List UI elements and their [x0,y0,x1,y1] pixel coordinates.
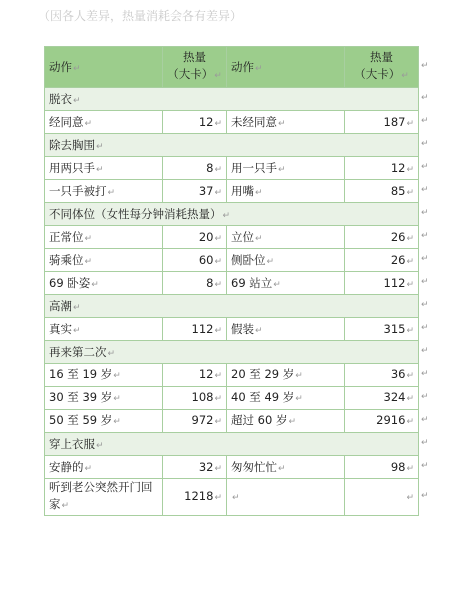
action-a: 30 至 39 岁 [49,389,113,404]
row-end-mark-icon: ↵ [421,231,429,241]
action-b: 侧卧位 [231,253,266,267]
cell-mark-icon: ↵ [406,416,414,427]
cell-mark-icon: ↵ [61,501,70,511]
calories-b-cell [345,456,419,479]
calories-a-cell [163,272,227,295]
cell-mark-icon: ↵ [214,234,222,244]
calories-b: 324 [383,389,406,404]
cell-mark-icon: ↵ [266,257,275,267]
section-title: 脱衣 [49,92,72,106]
row-end-mark-icon: ↵ [421,491,429,501]
cell-mark-icon: ↵ [113,393,121,404]
action-a: 一只手被打 [49,184,107,198]
calories-a: 32 [198,460,214,474]
calories-b: 36 [390,366,406,381]
cell-mark-icon: ↵ [107,349,116,359]
cell-mark-icon: ↵ [113,416,121,427]
action-b-cell [227,226,345,249]
row-end-mark-icon: ↵ [421,116,429,126]
cell-mark-icon: ↵ [255,188,263,198]
row-end-mark-icon: ↵ [421,346,429,356]
header-heat-line1-2: 热量 [370,50,393,64]
table-row [45,157,419,180]
cell-mark-icon: ↵ [255,326,263,336]
action-b-cell [227,410,345,433]
row-end-mark-icon: ↵ [421,461,429,471]
cell-mark-icon: ↵ [406,280,414,290]
header-action-label: 动作 [49,60,72,74]
cell-mark-icon: ↵ [214,71,222,81]
cell-mark-icon: ↵ [295,370,303,381]
cell-mark-icon: ↵ [295,393,303,404]
row-end-mark-icon: ↵ [421,369,429,379]
cell-mark-icon: ↵ [107,188,116,198]
calorie-table [44,46,419,516]
calories-a: 12 [198,115,214,129]
calories-a-cell [163,318,227,341]
calories-b-cell [345,318,419,341]
cell-mark-icon: ↵ [84,464,93,474]
table-row [45,318,419,341]
calories-b-cell [345,111,419,134]
section-title-cell [45,203,419,226]
cell-mark-icon: ↵ [214,370,222,381]
calories-a: 972 [191,412,214,427]
cell-mark-icon: ↵ [84,257,93,267]
cell-mark-icon: ↵ [214,492,222,503]
cell-mark-icon: ↵ [96,165,104,175]
cell-mark-icon: ↵ [73,96,81,106]
cell-mark-icon: ↵ [214,188,222,198]
calories-a-cell [163,180,227,203]
action-a: 听到老公突然开门回家 [49,480,153,511]
calories-b-cell [345,272,419,295]
header-heat-line2-2: （大卡） [354,67,401,81]
action-b: 匆匆忙忙 [231,460,277,474]
calories-b: 98 [390,460,406,474]
action-a: 骑乘位 [49,253,84,267]
cell-mark-icon: ↵ [406,326,414,336]
action-b: 20 至 29 岁 [231,366,295,381]
row-end-mark-icon: ↵ [421,415,429,425]
action-a-cell [45,479,163,516]
table-row [45,249,419,272]
cell-mark-icon: ↵ [406,234,414,244]
calories-b: 187 [383,115,406,129]
action-a-cell [45,272,163,295]
cell-mark-icon: ↵ [214,257,222,267]
cell-mark-icon: ↵ [278,165,286,175]
action-b-cell [227,479,345,516]
calories-a-cell [163,456,227,479]
calories-b: 2916 [376,412,406,427]
cell-mark-icon: ↵ [73,326,81,336]
cell-mark-icon: ↵ [278,119,286,129]
action-b: 超过 60 岁 [231,412,288,427]
calories-b: 85 [390,184,406,198]
row-end-mark-icon: ↵ [421,254,429,264]
section-title: 不同体位（女性每分钟消耗热量） [49,207,222,221]
cell-mark-icon: ↵ [406,464,414,474]
cell-mark-icon: ↵ [255,234,263,244]
calories-a: 12 [198,366,214,381]
calories-b-cell [345,157,419,180]
section-row [45,295,419,318]
section-row [45,433,419,456]
cell-mark-icon: ↵ [406,119,414,129]
cell-mark-icon: ↵ [406,188,414,198]
calories-a: 112 [191,322,214,336]
row-end-mark-icon: ↵ [421,162,429,172]
calories-a-cell [163,410,227,433]
row-end-mark-icon: ↵ [421,139,429,149]
action-a-cell [45,318,163,341]
cell-mark-icon: ↵ [406,393,414,404]
action-b: 用嘴 [231,184,254,198]
action-b-cell [227,364,345,387]
table-row [45,387,419,410]
action-a-cell [45,410,163,433]
cell-mark-icon: ↵ [214,393,222,404]
section-row [45,88,419,111]
action-b-cell [227,180,345,203]
table-row [45,410,419,433]
calories-a-cell [163,387,227,410]
cell-mark-icon: ↵ [73,64,81,74]
action-b-cell [227,387,345,410]
cell-mark-icon: ↵ [406,257,414,267]
action-a: 50 至 59 岁 [49,412,113,427]
action-a: 用两只手 [49,161,95,175]
cell-mark-icon: ↵ [401,71,409,81]
row-end-mark-icon: ↵ [421,208,429,218]
section-row [45,203,419,226]
cell-mark-icon: ↵ [91,280,99,290]
action-b: 假装 [231,322,254,336]
cell-mark-icon: ↵ [232,492,240,503]
action-a-cell [45,249,163,272]
cell-mark-icon: ↵ [84,234,93,244]
section-title: 穿上衣服 [49,437,95,451]
action-a: 16 至 19 岁 [49,366,113,381]
section-row [45,341,419,364]
calories-b-cell [345,226,419,249]
cell-mark-icon: ↵ [214,464,222,474]
calories-a: 37 [198,184,214,198]
action-b: 40 至 49 岁 [231,389,295,404]
action-a-cell [45,364,163,387]
cell-mark-icon: ↵ [255,64,263,74]
table-row [45,456,419,479]
calories-a-cell [163,479,227,516]
cell-mark-icon: ↵ [84,119,93,129]
action-a-cell [45,387,163,410]
header-action-label-2: 动作 [231,60,254,74]
header-heat-cell [163,47,227,88]
section-title: 再来第二次 [49,345,107,359]
header-action-cell [45,47,163,88]
header-heat-line2: （大卡） [167,67,214,81]
row-end-mark-icon: ↵ [421,300,429,310]
action-a: 正常位 [49,230,84,244]
cell-mark-icon: ↵ [73,303,81,313]
row-end-mark-icon: ↵ [421,93,429,103]
action-a: 经同意 [49,115,84,129]
cell-mark-icon: ↵ [214,280,222,290]
table-row [45,479,419,516]
action-a-cell [45,456,163,479]
action-a-cell [45,157,163,180]
table-row [45,111,419,134]
action-a-cell [45,111,163,134]
section-title-cell [45,134,419,157]
row-end-mark-icon: ↵ [421,323,429,333]
action-b-cell [227,318,345,341]
action-a-cell [45,180,163,203]
calories-a-cell [163,226,227,249]
header-action-cell-2 [227,47,345,88]
table-row [45,180,419,203]
cell-mark-icon: ↵ [278,464,286,474]
calories-a-cell [163,249,227,272]
cell-mark-icon: ↵ [113,370,121,381]
calories-b: 12 [390,161,406,175]
section-title-cell [45,433,419,456]
action-b-cell [227,456,345,479]
cell-mark-icon: ↵ [96,142,104,152]
cell-mark-icon: ↵ [406,492,414,503]
row-end-mark-icon: ↵ [421,61,429,71]
calories-b: 26 [390,253,406,267]
section-row [45,134,419,157]
calories-a: 108 [191,389,214,404]
action-b-cell [227,157,345,180]
calories-b: 26 [390,230,406,244]
action-b: 用一只手 [231,161,277,175]
section-title-cell [45,88,419,111]
row-end-mark-icon: ↵ [421,392,429,402]
cell-mark-icon: ↵ [406,370,414,381]
action-b: 69 站立 [231,276,273,290]
calories-b: 315 [383,322,406,336]
action-b-cell [227,249,345,272]
section-title-cell [45,295,419,318]
calories-b-cell [345,180,419,203]
calories-b: 112 [383,276,406,290]
cell-mark-icon: ↵ [96,441,104,451]
calories-b-cell [345,364,419,387]
action-a-cell [45,226,163,249]
calories-a: 1218 [184,488,214,503]
calories-a: 20 [198,230,214,244]
cell-mark-icon: ↵ [288,416,296,427]
cell-mark-icon: ↵ [273,280,281,290]
row-end-mark-icon: ↵ [421,185,429,195]
calories-a: 8 [206,276,214,290]
action-a: 真实 [49,322,72,336]
action-a: 69 卧姿 [49,276,91,290]
action-b-cell [227,111,345,134]
action-b: 立位 [231,230,254,244]
cell-mark-icon: ↵ [222,211,231,221]
action-b: 未经同意 [231,115,277,129]
calories-b-cell [345,410,419,433]
table-header-row [45,47,419,88]
calories-b-cell [345,249,419,272]
header-heat-cell-2 [345,47,419,88]
top-note: （因各人差异，热量消耗会各有差异） [38,9,243,23]
cell-mark-icon: ↵ [214,165,222,175]
calories-a: 60 [198,253,214,267]
cell-mark-icon: ↵ [214,416,222,427]
calories-b-cell [345,387,419,410]
calories-a: 8 [206,161,214,175]
table-row [45,272,419,295]
cell-mark-icon: ↵ [214,326,222,336]
row-end-mark-icon: ↵ [421,277,429,287]
section-title: 除去胸围 [49,138,95,152]
table-row [45,364,419,387]
section-title: 高潮 [49,299,72,313]
calories-a-cell [163,111,227,134]
cell-mark-icon: ↵ [214,119,222,129]
table-row [45,226,419,249]
header-heat-line1: 热量 [183,50,206,64]
calories-a-cell [163,364,227,387]
row-end-mark-icon: ↵ [421,438,429,448]
cell-mark-icon: ↵ [406,165,414,175]
calories-b-cell [345,479,419,516]
action-a: 安静的 [49,460,84,474]
action-b-cell [227,272,345,295]
section-title-cell [45,341,419,364]
calories-a-cell [163,157,227,180]
